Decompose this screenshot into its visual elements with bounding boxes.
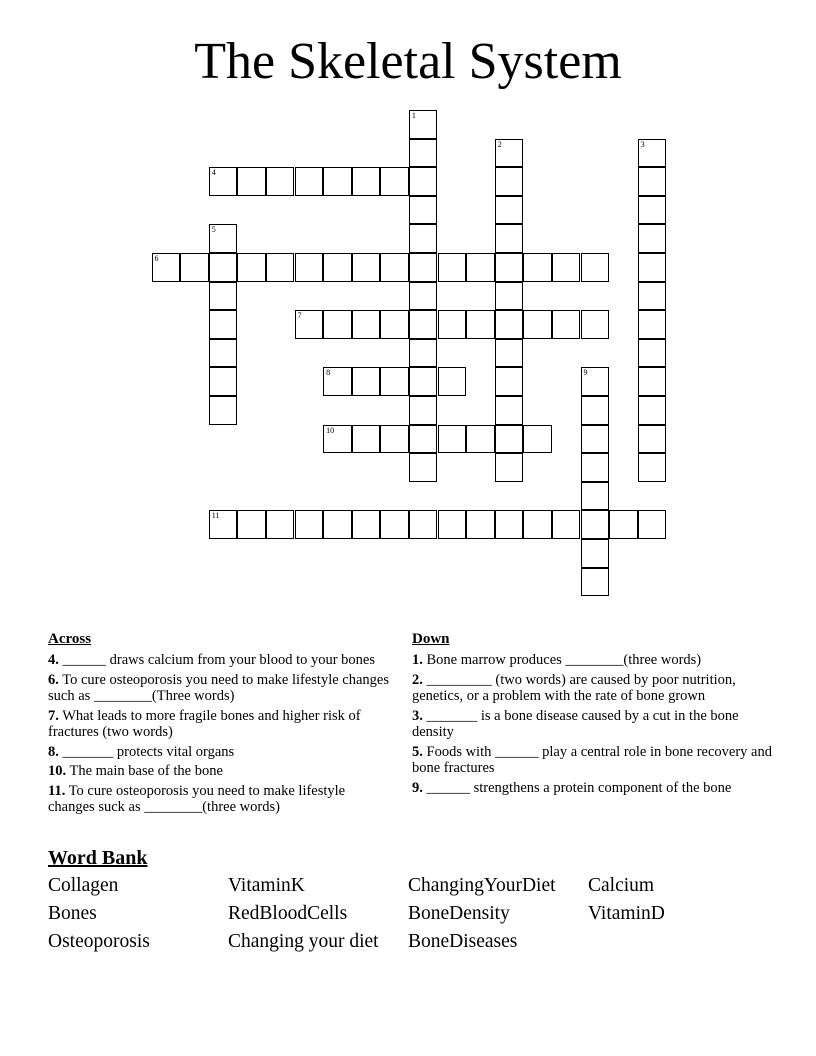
clue-number: 9 <box>583 368 588 378</box>
crossword-cell[interactable] <box>266 167 295 196</box>
clue-number: 5 <box>211 225 216 235</box>
clue-number: 11 <box>211 511 220 521</box>
crossword-cell[interactable] <box>438 253 467 282</box>
crossword-cell[interactable] <box>495 339 524 368</box>
word-bank-item: Bones <box>48 903 97 924</box>
crossword-cell[interactable] <box>352 367 381 396</box>
crossword-cell[interactable] <box>638 139 667 168</box>
clue-number: 4 <box>211 168 216 178</box>
crossword-cell[interactable] <box>495 167 524 196</box>
crossword-cell[interactable] <box>380 510 409 539</box>
crossword-cell[interactable] <box>581 568 610 597</box>
page-title: The Skeletal System <box>194 33 622 90</box>
crossword-cell[interactable] <box>352 310 381 339</box>
crossword-cell[interactable] <box>409 139 438 168</box>
crossword-cell[interactable] <box>352 253 381 282</box>
crossword-cell[interactable] <box>552 253 581 282</box>
crossword-cell[interactable] <box>237 510 266 539</box>
clue-text: _________ (two words) are caused by poor nutrition, genetics, or a problem with the rate of bone grown <box>412 671 736 704</box>
crossword-cell[interactable] <box>495 253 524 282</box>
across-clue <box>48 763 393 780</box>
crossword-cell[interactable] <box>638 282 667 311</box>
word-bank-item: Changing your diet <box>228 931 379 952</box>
down-clue <box>412 672 772 705</box>
clue-text: _______ is a bone disease caused by a cut in the bone density <box>412 707 739 740</box>
crossword-cell[interactable] <box>152 253 181 282</box>
across-heading: Across <box>48 631 92 647</box>
crossword-cell[interactable] <box>638 396 667 425</box>
word-bank-item: Calcium <box>588 875 655 896</box>
word-bank-title: Word Bank <box>48 847 148 869</box>
crossword-cell[interactable] <box>466 253 495 282</box>
crossword-cell[interactable] <box>438 425 467 454</box>
crossword-cell[interactable] <box>495 224 524 253</box>
word-bank-item: BoneDiseases <box>408 931 518 952</box>
down-clue <box>412 744 772 777</box>
clue-text: ______ draws calcium from your blood to your bones <box>58 652 376 668</box>
crossword-cell[interactable] <box>638 339 667 368</box>
crossword-cell[interactable] <box>523 510 552 539</box>
crossword-cell[interactable] <box>638 167 667 196</box>
crossword-cell[interactable] <box>581 310 610 339</box>
crossword-cell[interactable] <box>581 482 610 511</box>
crossword-cell[interactable] <box>638 310 667 339</box>
word-bank-item: Osteoporosis <box>48 931 150 952</box>
crossword-cell[interactable] <box>295 510 324 539</box>
crossword-cell[interactable] <box>209 310 238 339</box>
crossword-cell[interactable] <box>638 510 667 539</box>
crossword-cell[interactable] <box>323 425 352 454</box>
clue-text: _______ protects vital organs <box>58 743 235 760</box>
word-bank-item: VitaminK <box>228 875 305 896</box>
clue-text: To cure osteoporosis you need to make lifestyle changes suck as ________(three words) <box>48 782 346 815</box>
crossword-cell[interactable] <box>409 196 438 225</box>
crossword-cell[interactable] <box>581 253 610 282</box>
crossword-cell[interactable] <box>237 253 266 282</box>
crossword-cell[interactable] <box>209 167 238 196</box>
crossword-cell[interactable] <box>409 110 438 139</box>
across-clue <box>48 652 393 669</box>
across-clues <box>48 630 393 819</box>
across-clue <box>48 708 393 741</box>
crossword-cell[interactable] <box>638 367 667 396</box>
crossword-cell[interactable] <box>266 253 295 282</box>
down-clue <box>412 708 772 741</box>
clue-num: 6. <box>48 671 59 688</box>
clue-num: 3. <box>412 707 423 724</box>
clue-text: The main base of the bone <box>66 763 223 779</box>
crossword-cell[interactable] <box>638 425 667 454</box>
word-bank-item: ChangingYourDiet <box>408 875 556 896</box>
clue-num: 9. <box>412 779 423 796</box>
clue-number: 1 <box>411 111 416 120</box>
crossword-cell[interactable] <box>552 510 581 539</box>
word-bank-item: BoneDensity <box>408 903 510 924</box>
crossword-cell[interactable] <box>466 510 495 539</box>
crossword-cell[interactable] <box>209 224 238 253</box>
clue-num: 2. <box>412 671 423 688</box>
crossword-cell[interactable] <box>380 310 409 339</box>
crossword-cell[interactable] <box>581 510 610 539</box>
crossword-cell[interactable] <box>409 282 438 311</box>
crossword-cell[interactable] <box>438 367 467 396</box>
crossword-cell[interactable] <box>295 167 324 196</box>
crossword-cell[interactable] <box>638 253 667 282</box>
crossword-cell[interactable] <box>295 253 324 282</box>
crossword-cell[interactable] <box>295 310 324 339</box>
clue-number: 2 <box>497 139 502 149</box>
clue-number: 8 <box>326 368 331 378</box>
crossword-cell[interactable] <box>495 510 524 539</box>
clue-num: 7. <box>48 707 59 724</box>
clue-text: To cure osteoporosis you need to make lifestyle changes such as ________(Three words) <box>48 671 389 704</box>
crossword-cell[interactable] <box>380 253 409 282</box>
crossword-cell[interactable] <box>438 310 467 339</box>
crossword-cell[interactable] <box>209 396 238 425</box>
crossword-cell[interactable] <box>495 139 524 168</box>
crossword-cell[interactable] <box>409 253 438 282</box>
crossword-cell[interactable] <box>323 310 352 339</box>
crossword-cell[interactable] <box>237 167 266 196</box>
crossword-cell[interactable] <box>409 453 438 482</box>
word-bank-item: Collagen <box>48 875 119 896</box>
crossword-cell[interactable] <box>409 367 438 396</box>
down-clue <box>412 780 772 797</box>
crossword-cell[interactable] <box>638 224 667 253</box>
down-clue-list <box>412 652 772 796</box>
crossword-cell[interactable] <box>581 453 610 482</box>
crossword-cell[interactable] <box>581 367 610 396</box>
crossword-cell[interactable] <box>352 510 381 539</box>
across-clue <box>48 744 393 761</box>
crossword-cell[interactable] <box>209 510 238 539</box>
crossword-cell[interactable] <box>266 510 295 539</box>
crossword-cell[interactable] <box>409 396 438 425</box>
crossword-cell[interactable] <box>209 339 238 368</box>
crossword-cell[interactable] <box>495 282 524 311</box>
clue-text: Foods with ______ play a central role in bone recovery and bone fractures <box>412 743 772 776</box>
crossword-cell[interactable] <box>609 510 638 539</box>
clue-num: 5. <box>412 743 423 760</box>
crossword-cell[interactable] <box>523 310 552 339</box>
crossword-cell[interactable] <box>323 253 352 282</box>
crossword-cell[interactable] <box>581 539 610 568</box>
crossword-cell[interactable] <box>409 425 438 454</box>
clue-num: 8. <box>48 743 59 760</box>
clue-text: What leads to more fragile bones and higher risk of fractures (two words) <box>48 707 361 740</box>
crossword-cell[interactable] <box>380 425 409 454</box>
crossword-cell[interactable] <box>495 367 524 396</box>
crossword-cell[interactable] <box>409 224 438 253</box>
clue-number: 10 <box>326 425 335 435</box>
crossword-cell[interactable] <box>380 367 409 396</box>
crossword-cell[interactable] <box>409 310 438 339</box>
clue-number: 3 <box>640 139 645 149</box>
across-clue <box>48 783 393 816</box>
crossword-cell[interactable] <box>323 167 352 196</box>
word-bank-item: RedBloodCells <box>228 903 348 924</box>
clue-number: 6 <box>154 254 159 263</box>
clue-text: ______ strengthens a protein component of the bone <box>422 779 732 796</box>
crossword-cell[interactable] <box>438 510 467 539</box>
crossword-cell[interactable] <box>409 510 438 539</box>
across-clue <box>48 672 393 705</box>
crossword-cell[interactable] <box>523 253 552 282</box>
crossword-cell[interactable] <box>409 167 438 196</box>
down-clues <box>412 630 772 799</box>
crossword-cell[interactable] <box>180 253 209 282</box>
crossword-cell[interactable] <box>581 396 610 425</box>
crossword-cell[interactable] <box>495 425 524 454</box>
crossword-cell[interactable] <box>495 196 524 225</box>
clue-num: 11. <box>48 782 66 799</box>
clue-num: 10. <box>48 763 67 779</box>
crossword-cell[interactable] <box>581 425 610 454</box>
down-clue <box>412 652 772 669</box>
crossword-cell[interactable] <box>638 196 667 225</box>
crossword-cell[interactable] <box>380 167 409 196</box>
crossword-cell[interactable] <box>552 310 581 339</box>
crossword-cell[interactable] <box>209 282 238 311</box>
word-bank-item: VitaminD <box>588 903 665 924</box>
crossword-cell[interactable] <box>466 310 495 339</box>
crossword-cell[interactable] <box>638 453 667 482</box>
crossword-cell[interactable] <box>495 310 524 339</box>
crossword-cell[interactable] <box>495 453 524 482</box>
crossword-cell[interactable] <box>209 367 238 396</box>
crossword-cell[interactable] <box>352 425 381 454</box>
crossword-cell[interactable] <box>323 510 352 539</box>
clue-num: 4. <box>48 652 59 668</box>
crossword-cell[interactable] <box>209 253 238 282</box>
clue-num: 1. <box>412 652 423 668</box>
crossword-cell[interactable] <box>523 425 552 454</box>
crossword-cell[interactable] <box>323 367 352 396</box>
crossword-cell[interactable] <box>352 167 381 196</box>
clue-text: Bone marrow produces ________(three words) <box>422 652 702 668</box>
down-heading: Down <box>412 631 450 647</box>
crossword-cell[interactable] <box>409 339 438 368</box>
crossword-cell[interactable] <box>495 396 524 425</box>
clue-number: 7 <box>297 311 302 321</box>
across-clue-list <box>48 652 393 816</box>
crossword-cell[interactable] <box>466 425 495 454</box>
